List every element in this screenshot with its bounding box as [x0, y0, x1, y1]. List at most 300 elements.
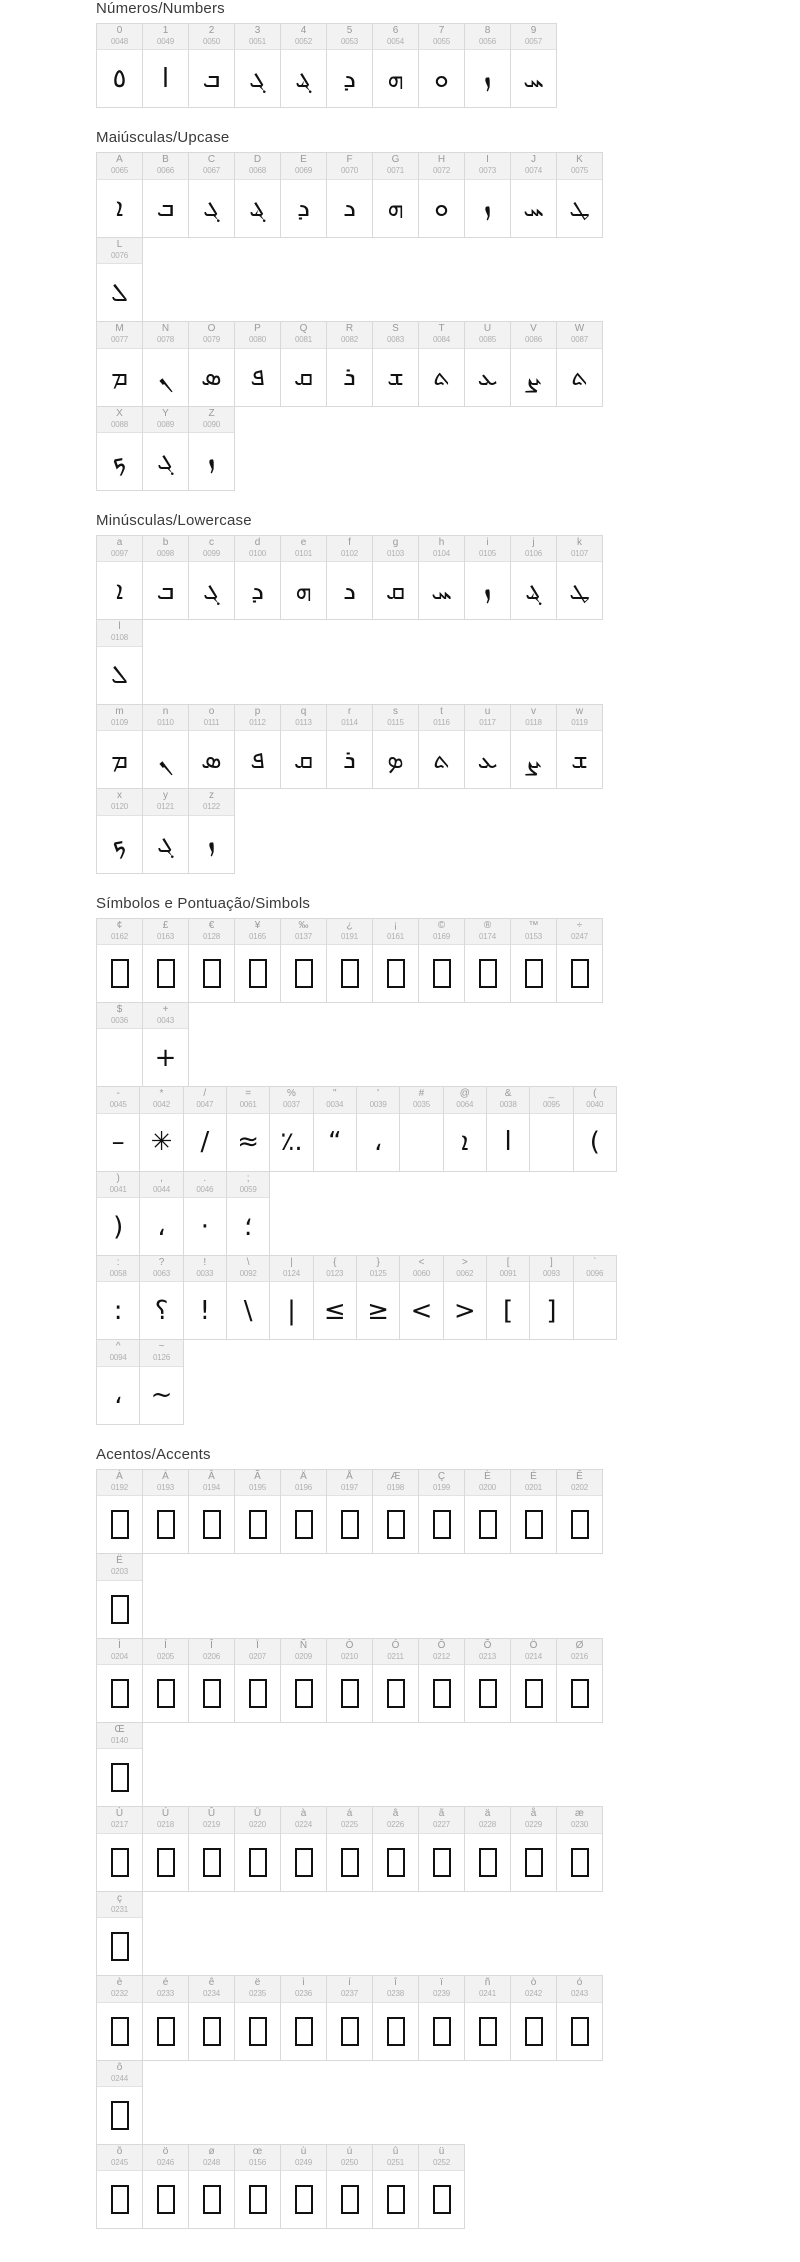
glyph-char-label: œ [252, 2145, 263, 2157]
glyph-preview: ܨ [525, 744, 542, 775]
glyph-cell-header [189, 2145, 234, 2171]
glyph-cell-header [281, 1807, 326, 1833]
glyph-cell[interactable] [234, 918, 281, 1003]
glyph-cell[interactable] [464, 535, 511, 620]
glyph-cell[interactable] [139, 1171, 183, 1256]
glyph-cell[interactable] [464, 152, 511, 237]
glyph-char-label: Ë [116, 1555, 123, 1567]
glyph-preview [189, 2171, 234, 2228]
glyph-cell[interactable] [573, 1255, 617, 1340]
glyph-char-label: } [376, 1257, 380, 1269]
section-title: Símbolos e Pontuação/Simbols [96, 894, 311, 912]
glyph-cell-header [465, 1639, 510, 1665]
glyph-char-label: Ó [391, 1639, 400, 1651]
glyph-preview [465, 2003, 510, 2060]
glyph-cell[interactable] [188, 1469, 235, 1554]
glyph-cell[interactable] [486, 1255, 530, 1340]
glyph-cell[interactable] [280, 321, 327, 406]
glyph-cell[interactable] [188, 918, 235, 1003]
glyph-cell[interactable] [556, 704, 603, 789]
glyph-cell[interactable] [372, 2144, 419, 2229]
glyph-char-label: ~ [158, 1341, 165, 1353]
glyph-preview: > [453, 1295, 476, 1326]
glyph-cell[interactable] [464, 1975, 511, 2060]
section-title: Números/Numbers [96, 0, 225, 17]
glyph-code-label: 0098 [157, 548, 174, 558]
glyph-preview: ܫ [387, 362, 404, 393]
glyph-preview: ܬ [433, 744, 450, 775]
glyph-cell[interactable] [326, 1806, 373, 1891]
glyph-cell[interactable] [443, 1086, 487, 1171]
glyph-cell-header [143, 1003, 188, 1029]
glyph-cell-header [327, 705, 372, 731]
glyph-cell[interactable] [96, 1553, 143, 1638]
glyph-char-label: ‰ [298, 919, 309, 931]
glyph-cell[interactable] [573, 1086, 617, 1171]
glyph-code-label: 0077 [111, 335, 128, 345]
glyph-char-label: Î [210, 1639, 213, 1651]
glyph-char-label: ù [300, 2145, 307, 2157]
glyph-cell[interactable] [313, 1255, 357, 1340]
glyph-code-label: 0238 [387, 1989, 404, 1999]
glyph-row [96, 152, 628, 321]
glyph-cell[interactable] [418, 2144, 465, 2229]
glyph-cell-header [97, 620, 142, 646]
glyph-cell[interactable] [96, 619, 143, 704]
glyph-cell-header [140, 1256, 182, 1282]
glyph-cell-header [487, 1087, 529, 1113]
glyph-cell[interactable] [510, 918, 557, 1003]
glyph-preview: ܙ [207, 829, 216, 860]
glyph-cell[interactable] [142, 406, 189, 491]
glyph-cell[interactable] [510, 1638, 557, 1723]
glyph-preview [400, 1114, 442, 1171]
glyph-cell-header [574, 1087, 616, 1113]
glyph-char-label: Ï [256, 1639, 259, 1651]
glyph-cell[interactable] [556, 1975, 603, 2060]
glyph-cell[interactable] [142, 704, 189, 789]
glyph-code-label: 0091 [499, 1269, 517, 1279]
glyph-cell[interactable] [464, 321, 511, 406]
glyph-cell[interactable] [326, 23, 373, 108]
glyph-cell[interactable] [372, 918, 419, 1003]
glyph-cell[interactable] [313, 1086, 357, 1171]
glyph-code-label: 0049 [157, 37, 174, 46]
glyph-cell[interactable] [418, 918, 465, 1003]
glyph-cell[interactable] [372, 23, 419, 108]
glyph-cell[interactable] [142, 788, 189, 873]
glyph-char-label: A [116, 154, 123, 166]
glyph-cell-header [281, 536, 326, 562]
glyph-cell-header [143, 24, 188, 50]
glyph-code-label: 0200 [479, 1482, 496, 1492]
glyph-cell[interactable] [280, 1638, 327, 1723]
glyph-cell[interactable] [142, 23, 189, 108]
glyph-code-label: 0042 [152, 1100, 170, 1110]
glyph-cell[interactable] [188, 788, 235, 873]
glyph-char-label: Ä [300, 1470, 307, 1482]
glyph-code-label: 0041 [109, 1184, 127, 1194]
glyph-cell[interactable] [142, 1002, 189, 1087]
glyph-char-label: G [391, 154, 400, 166]
glyph-cell[interactable] [142, 1638, 189, 1723]
glyph-cell[interactable] [326, 152, 373, 237]
glyph-cell-header [465, 536, 510, 562]
glyph-cell[interactable] [556, 535, 603, 620]
glyph-cell[interactable] [280, 1806, 327, 1891]
glyph-cell[interactable] [418, 704, 465, 789]
glyph-preview: ܒ [156, 575, 175, 606]
glyph-preview: ܥ [477, 362, 498, 393]
glyph-cell[interactable] [510, 23, 557, 108]
glyph-code-label: 0062 [456, 1269, 474, 1279]
glyph-cell[interactable] [556, 1806, 603, 1891]
glyph-cell-header [189, 322, 234, 348]
glyph-preview: ܓ [203, 575, 220, 606]
glyph-char-label: Æ [390, 1470, 401, 1482]
glyph-preview: [ [503, 1295, 514, 1326]
glyph-char-label: # [418, 1088, 425, 1100]
glyph-cell[interactable] [418, 1638, 465, 1723]
glyph-cell[interactable] [188, 23, 235, 108]
glyph-cell-header [235, 705, 280, 731]
glyph-cell[interactable] [510, 321, 557, 406]
glyph-preview: \ [243, 1295, 253, 1326]
glyph-cell[interactable] [372, 535, 419, 620]
glyph-cell[interactable] [234, 704, 281, 789]
glyph-cell[interactable] [234, 1638, 281, 1723]
glyph-cell-header [419, 1639, 464, 1665]
glyph-cell[interactable] [234, 535, 281, 620]
glyph-preview: ܗ [387, 193, 404, 224]
glyph-cell[interactable] [234, 1975, 281, 2060]
glyph-cell[interactable] [418, 535, 465, 620]
glyph-cell[interactable] [142, 321, 189, 406]
glyph-cell[interactable] [96, 406, 143, 491]
glyph-preview: ܡ [111, 744, 128, 775]
glyph-code-label: 0110 [157, 717, 174, 727]
glyph-cell-header [419, 153, 464, 179]
glyph-cell[interactable] [226, 1086, 270, 1171]
glyph-cell[interactable] [139, 1086, 183, 1171]
glyph-char-label: Y [162, 407, 169, 419]
glyph-char-label: R [345, 323, 354, 335]
glyph-code-label: 0229 [525, 1820, 542, 1830]
glyph-cell[interactable] [280, 1975, 327, 2060]
glyph-cell-header [557, 1807, 602, 1833]
glyph-cell[interactable] [226, 1255, 270, 1340]
glyph-cell[interactable] [142, 1469, 189, 1554]
glyph-cell[interactable] [280, 2144, 327, 2229]
glyph-preview [557, 1834, 602, 1891]
glyph-cell[interactable] [464, 1806, 511, 1891]
glyph-cell-header [189, 24, 234, 50]
glyph-cell[interactable] [372, 1806, 419, 1891]
glyph-char-label: % [287, 1088, 296, 1100]
glyph-cell[interactable] [188, 704, 235, 789]
glyph-cell[interactable] [142, 1806, 189, 1891]
glyph-cell[interactable] [510, 152, 557, 237]
glyph-cell[interactable] [188, 2144, 235, 2229]
glyph-cell[interactable] [556, 321, 603, 406]
glyph-cell[interactable] [188, 321, 235, 406]
glyph-cell[interactable] [510, 704, 557, 789]
glyph-char-label: C [207, 154, 216, 166]
glyph-cell[interactable] [372, 704, 419, 789]
glyph-cell[interactable] [418, 1469, 465, 1554]
glyph-code-label: 0043 [157, 1015, 174, 1025]
glyph-preview [419, 1665, 464, 1722]
glyph-preview [511, 945, 556, 1002]
glyph-char-label: ú [346, 2145, 353, 2157]
glyph-code-label: 0214 [525, 1651, 542, 1661]
glyph-cell[interactable] [510, 1806, 557, 1891]
glyph-cell[interactable] [280, 1469, 327, 1554]
glyph-code-label: 0199 [433, 1482, 450, 1492]
glyph-cell[interactable] [418, 1975, 465, 2060]
glyph-cell[interactable] [96, 152, 143, 237]
glyph-cell[interactable] [96, 23, 143, 108]
glyph-cell[interactable] [280, 23, 327, 108]
glyph-preview: ، [373, 1127, 383, 1158]
glyph-cell[interactable] [142, 152, 189, 237]
glyph-cell[interactable] [326, 918, 373, 1003]
glyph-cell[interactable] [529, 1086, 573, 1171]
glyph-preview [530, 1114, 572, 1171]
glyph-cell[interactable] [234, 23, 281, 108]
glyph-cell[interactable] [139, 1255, 183, 1340]
glyph-cell[interactable] [188, 152, 235, 237]
glyph-cell[interactable] [529, 1255, 573, 1340]
glyph-char-label: å [530, 1808, 537, 1820]
glyph-code-label: 0106 [525, 548, 542, 558]
glyph-char-label: ÷ [576, 919, 583, 931]
glyph-cell[interactable] [326, 535, 373, 620]
glyph-preview [327, 1665, 372, 1722]
glyph-char-label: ñ [484, 1977, 491, 1989]
glyph-cell[interactable] [96, 1002, 143, 1087]
glyph-row [96, 1975, 628, 2144]
glyph-cell[interactable] [234, 152, 281, 237]
glyph-cell[interactable] [139, 1339, 183, 1424]
glyph-cell[interactable] [372, 152, 419, 237]
glyph-cell[interactable] [556, 152, 603, 237]
glyph-cell[interactable] [183, 1171, 227, 1256]
glyph-code-label: 0128 [203, 931, 220, 941]
glyph-cell[interactable] [280, 704, 327, 789]
glyph-char-label: J [531, 154, 536, 166]
glyph-cell[interactable] [280, 152, 327, 237]
glyph-preview [97, 1918, 142, 1975]
glyph-cell-header [511, 153, 556, 179]
glyph-cell[interactable] [188, 1975, 235, 2060]
glyph-preview: ܠ [111, 277, 128, 308]
glyph-cell[interactable] [188, 1806, 235, 1891]
glyph-cell[interactable] [269, 1086, 313, 1171]
glyph-cell[interactable] [280, 535, 327, 620]
glyph-preview [235, 945, 280, 1002]
glyph-cell[interactable] [326, 1975, 373, 2060]
glyph-section [0, 1446, 800, 2229]
glyph-cell[interactable] [96, 1171, 140, 1256]
glyph-char-label: / [203, 1088, 207, 1100]
glyph-cell[interactable] [96, 237, 143, 322]
glyph-cell[interactable] [372, 1975, 419, 2060]
glyph-cell[interactable] [96, 1806, 143, 1891]
glyph-cell[interactable] [96, 1891, 143, 1976]
glyph-code-label: 0252 [433, 2157, 450, 2167]
glyph-char-label: e [300, 536, 307, 548]
glyph-cell[interactable] [326, 2144, 373, 2229]
glyph-row [96, 535, 628, 704]
glyph-cell[interactable] [96, 788, 143, 873]
glyph-code-label: 0233 [157, 1989, 174, 1999]
glyph-char-label: a [116, 536, 123, 548]
glyph-cell[interactable] [96, 1255, 140, 1340]
glyph-cell[interactable] [464, 23, 511, 108]
glyph-cell[interactable] [510, 1469, 557, 1554]
glyph-cell[interactable] [142, 918, 189, 1003]
glyph-cell[interactable] [356, 1086, 400, 1171]
glyph-cell-header [419, 919, 464, 945]
glyph-cell[interactable] [96, 1086, 140, 1171]
glyph-code-label: 0198 [387, 1482, 404, 1492]
glyph-char-label: ü [438, 2145, 445, 2157]
glyph-cell-header [281, 2145, 326, 2171]
glyph-cell[interactable] [399, 1086, 443, 1171]
glyph-cell-header [235, 2145, 280, 2171]
glyph-row [96, 704, 628, 788]
glyph-cell[interactable] [96, 321, 143, 406]
glyph-cell[interactable] [142, 2144, 189, 2229]
glyph-code-label: 0123 [326, 1269, 344, 1279]
glyph-char-label: õ [116, 2145, 123, 2157]
glyph-char-label: ó [576, 1977, 583, 1989]
glyph-preview: ܤ [387, 744, 404, 775]
glyph-cell[interactable] [96, 1638, 143, 1723]
glyph-cell[interactable] [234, 1806, 281, 1891]
glyph-cell-header [97, 1470, 142, 1496]
glyph-cell[interactable] [372, 321, 419, 406]
glyph-cell[interactable] [96, 704, 143, 789]
glyph-cell[interactable] [96, 1722, 143, 1807]
glyph-cell-header [281, 919, 326, 945]
glyph-cell[interactable] [183, 1086, 227, 1171]
glyph-preview: / [200, 1127, 210, 1158]
glyph-preview: ܩ [293, 744, 314, 775]
glyph-cell[interactable] [464, 918, 511, 1003]
glyph-cell-header [97, 407, 142, 433]
glyph-cell[interactable] [464, 704, 511, 789]
glyph-cell[interactable] [269, 1255, 313, 1340]
glyph-cell-header [97, 1003, 142, 1029]
glyph-cell[interactable] [372, 1469, 419, 1554]
glyph-cell[interactable] [96, 918, 143, 1003]
glyph-cell[interactable] [234, 2144, 281, 2229]
glyph-cell[interactable] [399, 1255, 443, 1340]
glyph-cell[interactable] [418, 23, 465, 108]
glyph-cell[interactable] [234, 1469, 281, 1554]
glyph-cell[interactable] [510, 535, 557, 620]
glyph-cell[interactable] [96, 1469, 143, 1554]
glyph-cell[interactable] [356, 1255, 400, 1340]
glyph-char-label: 4 [300, 25, 307, 36]
glyph-cell[interactable] [96, 535, 143, 620]
glyph-code-label: 0094 [109, 1353, 127, 1363]
glyph-cell[interactable] [418, 152, 465, 237]
glyph-cell[interactable] [188, 535, 235, 620]
glyph-preview [327, 1834, 372, 1891]
glyph-cell[interactable] [234, 321, 281, 406]
glyph-cell[interactable] [443, 1255, 487, 1340]
glyph-preview [373, 945, 418, 1002]
glyph-char-label: W [574, 323, 585, 335]
glyph-code-label: 0047 [196, 1100, 214, 1110]
glyph-cell[interactable] [280, 918, 327, 1003]
glyph-char-label: â [392, 1808, 399, 1820]
glyph-cell[interactable] [418, 321, 465, 406]
glyph-char-label: é [162, 1977, 169, 1989]
glyph-code-label: 0121 [157, 802, 174, 812]
glyph-cell[interactable] [96, 2060, 143, 2145]
glyph-cell[interactable] [486, 1086, 530, 1171]
glyph-code-label: 0038 [499, 1100, 517, 1110]
glyph-code-label: 0241 [479, 1989, 496, 1999]
glyph-cell[interactable] [142, 1975, 189, 2060]
glyph-cell[interactable] [188, 406, 235, 491]
glyph-preview: : [113, 1295, 123, 1326]
glyph-char-label: $ [116, 1003, 123, 1015]
glyph-cell[interactable] [326, 1469, 373, 1554]
glyph-preview [465, 1665, 510, 1722]
glyph-cell[interactable] [326, 321, 373, 406]
glyph-cell[interactable] [372, 1638, 419, 1723]
glyph-cell-header [140, 1172, 182, 1198]
glyph-char-label: r [347, 705, 352, 717]
glyph-cell-header [270, 1087, 312, 1113]
glyph-cell[interactable] [556, 1469, 603, 1554]
glyph-preview [143, 2171, 188, 2228]
glyph-cell-header [97, 1807, 142, 1833]
glyph-code-label: 0165 [249, 931, 266, 941]
glyph-code-label: 0203 [111, 1567, 128, 1577]
glyph-cell[interactable] [96, 1339, 140, 1424]
glyph-code-label: 0156 [249, 2157, 266, 2167]
glyph-cell[interactable] [188, 1638, 235, 1723]
glyph-cell[interactable] [142, 535, 189, 620]
glyph-preview [97, 1749, 142, 1806]
glyph-cell[interactable] [96, 2144, 143, 2229]
glyph-cell[interactable] [556, 918, 603, 1003]
glyph-char-label: ¿ [346, 919, 353, 931]
glyph-cell[interactable] [464, 1638, 511, 1723]
glyph-cell[interactable] [510, 1975, 557, 2060]
glyph-cell[interactable] [464, 1469, 511, 1554]
glyph-cell[interactable] [226, 1171, 270, 1256]
glyph-char-label: ! [203, 1257, 207, 1269]
glyph-cell[interactable] [418, 1806, 465, 1891]
glyph-cell[interactable] [183, 1255, 227, 1340]
glyph-cell[interactable] [556, 1638, 603, 1723]
glyph-preview: ܪ [343, 744, 356, 775]
glyph-code-label: 0099 [203, 548, 220, 558]
glyph-char-label: d [254, 536, 261, 548]
glyph-cell[interactable] [96, 1975, 143, 2060]
glyph-code-label: 0195 [249, 1482, 266, 1492]
glyph-cell[interactable] [326, 1638, 373, 1723]
glyph-char-label: Ñ [299, 1639, 308, 1651]
glyph-cell[interactable] [326, 704, 373, 789]
